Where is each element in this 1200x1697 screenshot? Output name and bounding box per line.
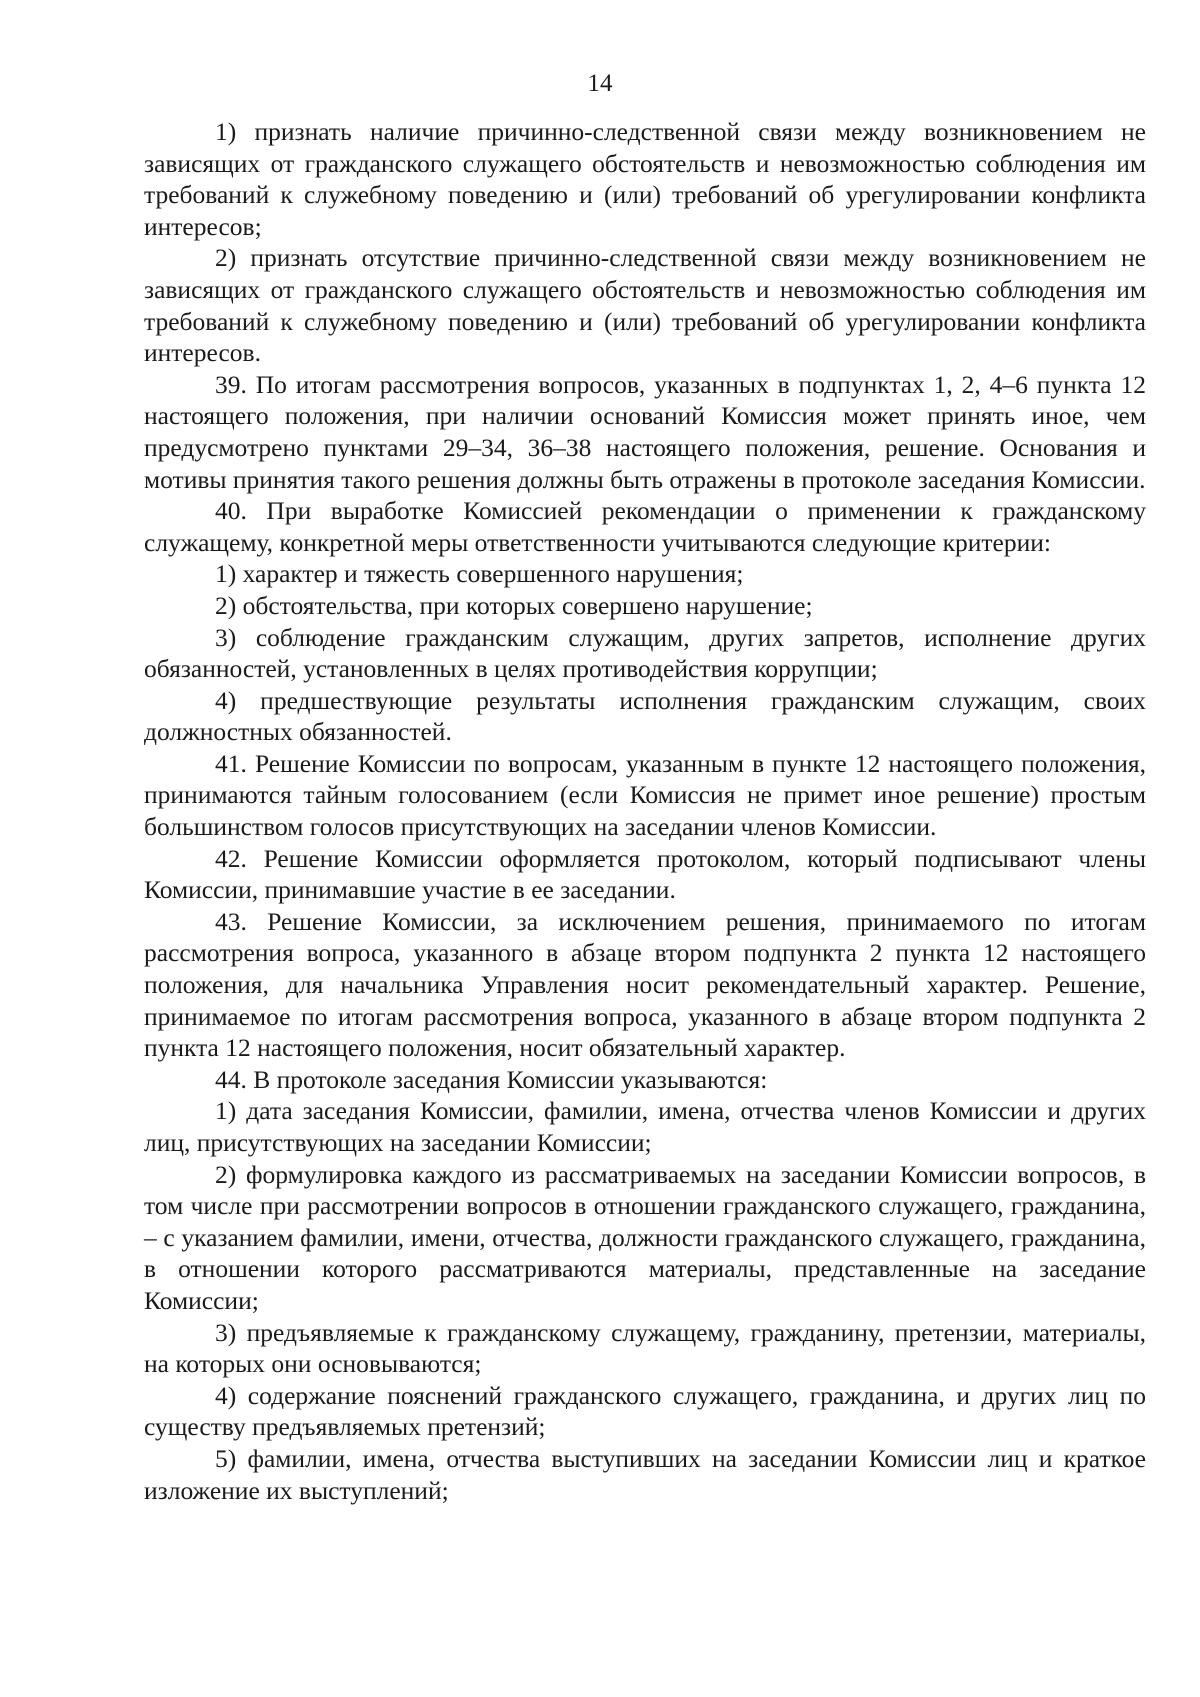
paragraph-40: 40. При выработке Комиссией рекомендации о применении к гражданскому служащему, конкретной меры ответственности учитываются следующие критерии: bbox=[144, 496, 1146, 557]
paragraph-item-2-44: 2) формулировка каждого из рассматриваемых на заседании Комиссии вопросов, в том числе при рассмотрении вопросов в отношении гражданского служащего, гражданина, – с указанием фамилии, имени, отчества, должности гражданского служащего, гражданина, в отношении которого рассматриваются материалы, представленные на заседание Комиссии; bbox=[144, 1159, 1146, 1315]
paragraph-44: 44. В протоколе заседания Комиссии указываются: bbox=[215, 1064, 768, 1094]
paragraph-item-5-44: 5) фамилии, имена, отчества выступивших на заседании Комиссии лиц и краткое изложение их выступлений; bbox=[144, 1443, 1146, 1505]
paragraph-41: 41. Решение Комиссии по вопросам, указанным в пункте 12 настоящего положения, принимаются тайным голосованием (если Комиссия не примет иное решение) простым большинством голосов присутствующих на заседании членов Комиссии. bbox=[144, 748, 1146, 842]
paragraph-item-2-40: 2) обстоятельства, при которых совершено нарушение; bbox=[215, 590, 813, 620]
paragraph-item-3-44: 3) предъявляемые к гражданскому служащему, гражданину, претензии, материалы, на которых они основываются; bbox=[144, 1317, 1146, 1379]
paragraph-item-3-40: 3) соблюдение гражданским служащим, других запретов, исполнение других обязанностей, установленных в целях противодействия коррупции; bbox=[144, 622, 1146, 684]
document-body bbox=[144, 116, 1146, 1506]
paragraph-42: 42. Решение Комиссии оформляется протоколом, который подписывают члены Комиссии, принимавшие участие в ее заседании. bbox=[144, 843, 1146, 905]
paragraph-39: 39. По итогам рассмотрения вопросов, указанных в подпунктах 1, 2, 4–6 пункта 12 настоящего положения, при наличии оснований Комиссия может принять иное, чем предусмотрено пунктами 29–34, 36–38 настоящего положения, решение. Основания и мотивы принятия такого решения должны быть отражены в протоколе заседания Комиссии. bbox=[144, 369, 1146, 494]
paragraph-item-1-44: 1) дата заседания Комиссии, фамилии, имена, отчества членов Комиссии и других лиц, присутствующих на заседании Комиссии; bbox=[144, 1096, 1146, 1157]
paragraph-item-1-38: 1) признать наличие причинно-следственной связи между возникновением не зависящих от гражданского служащего обстоятельств и невозможностью соблюдения им требований к служебному поведению и (или) требований об урегулировании конфликта интересов; bbox=[144, 117, 1146, 241]
page-number: 14 bbox=[587, 70, 613, 97]
paragraph-item-4-40: 4) предшествующие результаты исполнения гражданским служащим, своих должностных обязанностей. bbox=[144, 685, 1146, 747]
paragraph-item-2-38: 2) признать отсутствие причинно-следственной связи между возникновением не зависящих от гражданского служащего обстоятельств и невозможностью соблюдения им требований к служебному поведению и (или) требований об урегулировании конфликта интересов. bbox=[144, 243, 1146, 368]
paragraph-43: 43. Решение Комиссии, за исключением решения, принимаемого по итогам рассмотрения вопроса, указанного в абзаце втором подпункта 2 пункта 12 настоящего положения, для начальника Управления носит рекомендательный характер. Решение, принимаемое по итогам рассмотрения вопроса, указанного в абзаце втором подпункта 2 пункта 12 настоящего положения, носит обязательный характер. bbox=[144, 906, 1146, 1063]
paragraph-item-4-44: 4) содержание пояснений гражданского служащего, гражданина, и других лиц по существу предъявляемых претензий; bbox=[144, 1380, 1146, 1442]
paragraph-item-1-40: 1) характер и тяжесть совершенного нарушения; bbox=[215, 559, 744, 589]
